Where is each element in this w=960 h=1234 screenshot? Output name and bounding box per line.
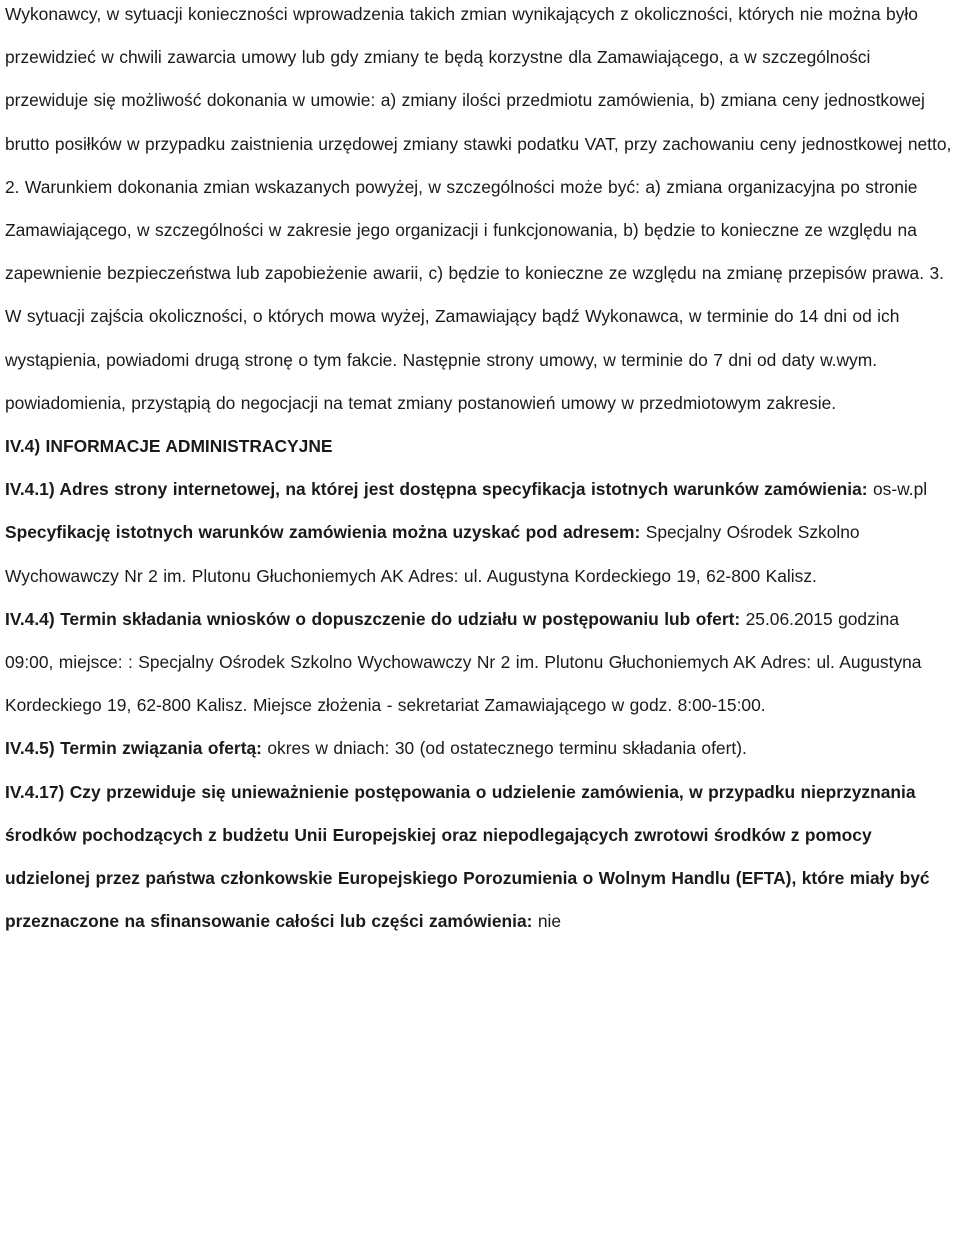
spec-address-label: Specyfikację istotnych warunków zamówienia można uzyskać pod adresem: [5, 522, 641, 543]
intro-paragraph: Wykonawcy, w sytuacji konieczności wprowadzenia takich zmian wynikających z okoliczności, których nie można było przewidzieć w chwili zawarcia umowy lub gdy zmiany te będą korzystne dla Zamawiającego, a w szczególności przewiduje się możliwość dokonania w umowie: a) zmiany ilości przedmiotu zamówienia, b) zmiana ceny jednostkowej brutto posiłków w przypadku zaistnienia urzędowej zmiany stawki podatku VAT, przy zachowaniu ceny jednostkowej netto, 2. Warunkiem dokonania zmian wskazanych powyżej, w szczególności może być: a) zmiana organizacyjna po stronie Zamawiającego, w szczególności w zakresie jego organizacji i funkcjonowania, b) będzie to konieczne ze względu na zapewnienie bezpieczeństwa lub zapobieżenie awarii, c) będzie to konieczne ze względu na zmianę przepisów prawa. 3. W sytuacji zajścia okoliczności, o których mowa wyżej, Zamawiający bądź Wykonawca, w terminie do 14 dni od ich wystąpienia, powiadomi drugą stronę o tym fakcie. Następnie strony umowy, w terminie do 7 dni od daty w.wym. powiadomienia, przystąpią do negocjacji na temat zmiany postanowień umowy w przedmiotowym zakresie. [5, 4, 952, 413]
section-heading-text: IV.4) INFORMACJE ADMINISTRACYJNE [5, 436, 333, 457]
spec-address-entry [5, 511, 952, 597]
binding-period-entry [5, 727, 952, 770]
spec-address-value: Specjalny Ośrodek Szkolno Wychowawczy Nr 2 im. Plutonu Głuchoniemych AK Adres: ul. Augustyna Kordeckiego 19, 62-800 Kalisz. [5, 522, 860, 586]
annulment-entry [5, 771, 952, 944]
spec-url-value: os-w.pl [867, 479, 928, 500]
binding-period-label: IV.4.5) Termin związania ofertą: [5, 738, 262, 759]
spec-url-label: IV.4.1) Adres strony internetowej, na której jest dostępna specyfikacja istotnych warunków zamówienia: [5, 479, 868, 500]
binding-period-value: okres w dniach: 30 (od ostatecznego terminu składania ofert). [261, 738, 747, 759]
deadline-label: IV.4.4) Termin składania wniosków o dopuszczenie do udziału w postępowaniu lub ofert: [5, 608, 741, 629]
deadline-value: 25.06.2015 godzina 09:00, miejsce: : Specjalny Ośrodek Szkolno Wychowawczy Nr 2 im. Plutonu Głuchoniemych AK Adres: ul. Augustyna Kordeckiego 19, 62-800 Kalisz. Miejsce złożenia - sekretariat Zamawiającego w godz. 8:00-15:00. [5, 608, 922, 716]
deadline-entry [5, 598, 952, 728]
spec-url-entry [5, 468, 952, 511]
section-heading [5, 425, 952, 468]
annulment-value: nie [532, 911, 562, 932]
annulment-label: IV.4.17) Czy przewiduje się unieważnienie postępowania o udzielenie zamówienia, w przypadku nieprzyznania środków pochodzących z budżetu Unii Europejskiej oraz niepodlegających zwrotowi środków z pomocy udzielonej przez państwa członkowskie Europejskiego Porozumienia o Wolnym Handlu (EFTA), które miały być przeznaczone na sfinansowanie całości lub części zamówienia: [5, 781, 930, 932]
